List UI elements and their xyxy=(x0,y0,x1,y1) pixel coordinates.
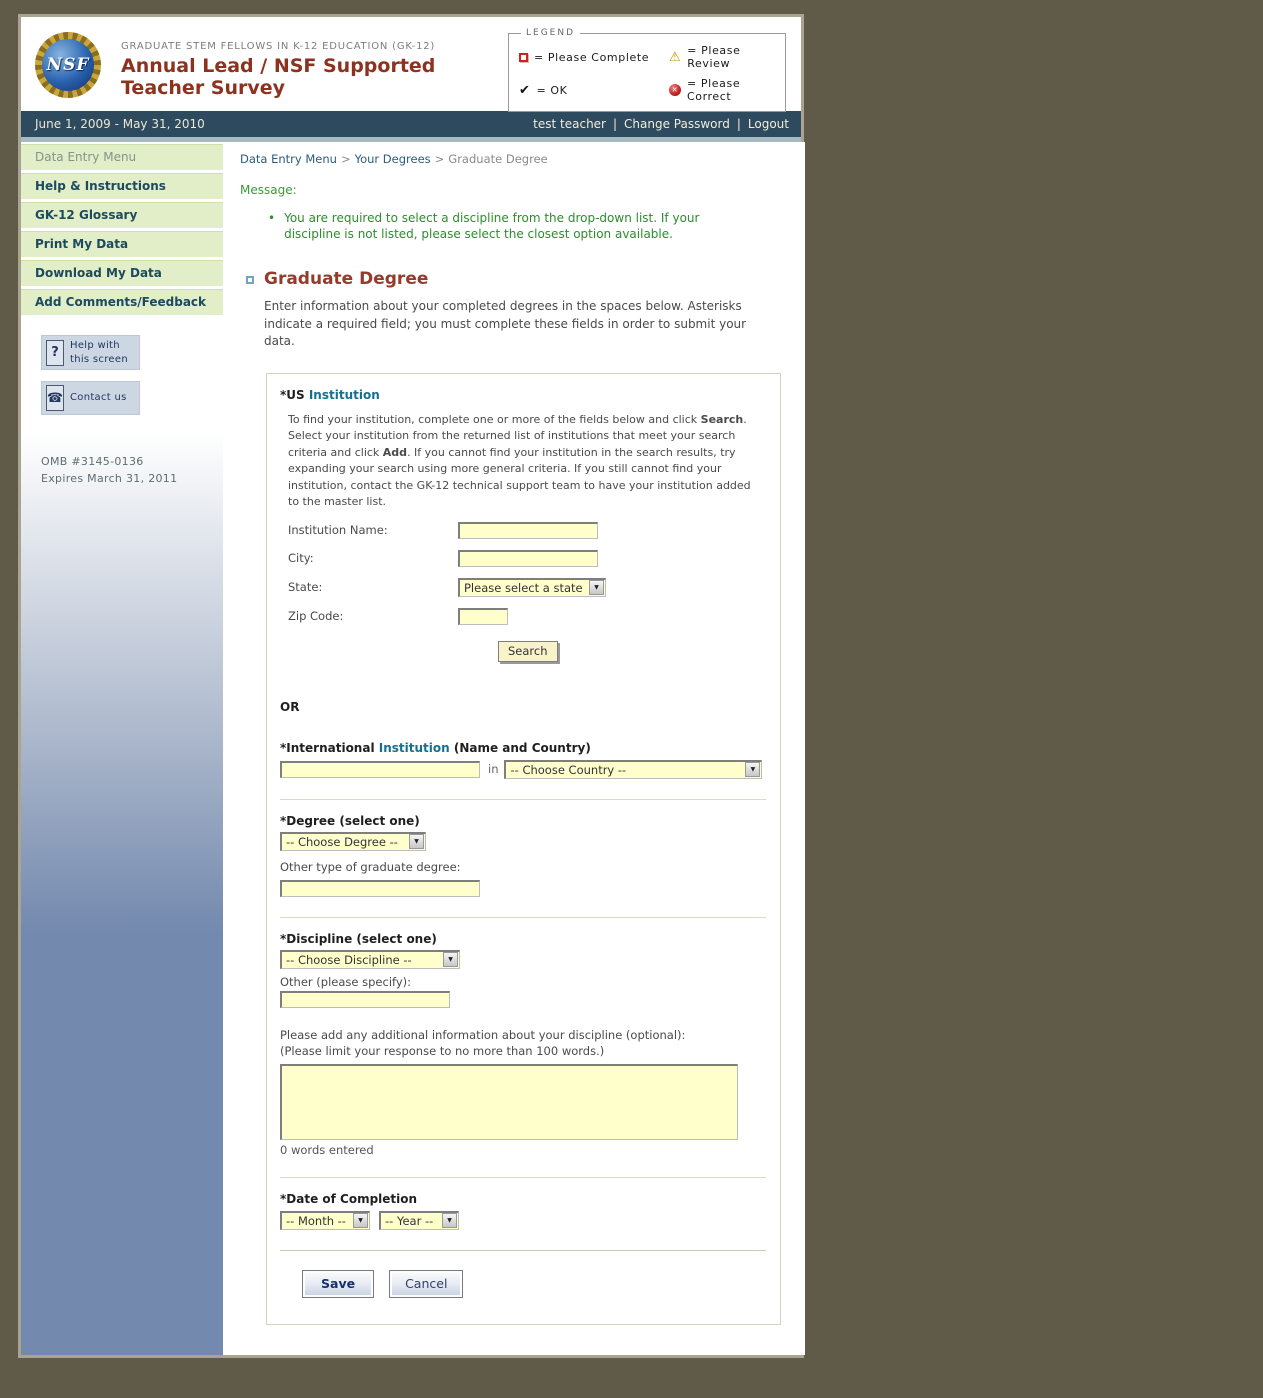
additional-info-label-line1: Please add any additional information about your discipline (optional): xyxy=(280,1027,686,1042)
sidebar-item-glossary[interactable]: GK-12 Glossary xyxy=(21,202,223,228)
cancel-button[interactable]: Cancel xyxy=(389,1270,463,1298)
legend-ok-label: = OK xyxy=(536,83,568,97)
intl-required: *International xyxy=(280,740,379,755)
please-correct-icon xyxy=(669,84,681,96)
us-institution-heading xyxy=(280,388,766,402)
word-count: 0 words entered xyxy=(280,1142,374,1157)
institution-name-label: Institution Name: xyxy=(288,523,388,538)
discipline-heading: *Discipline (select one) xyxy=(280,931,437,946)
nav-separator: | xyxy=(736,117,741,131)
message-label: Message: xyxy=(240,183,297,197)
sidebar-menu xyxy=(21,142,223,315)
survey-period: June 1, 2009 - May 31, 2010 xyxy=(35,117,205,131)
year-select[interactable] xyxy=(379,1211,459,1230)
please-complete-icon xyxy=(519,53,528,62)
chevron-down-icon[interactable]: ▼ xyxy=(589,580,604,595)
logout-link[interactable]: Logout xyxy=(747,117,789,131)
legend-item-review xyxy=(669,44,777,70)
or-label: OR xyxy=(280,699,300,714)
contact-us-button[interactable] xyxy=(41,381,140,415)
us-institution-link[interactable]: Institution xyxy=(308,387,380,402)
discipline-select[interactable] xyxy=(280,950,460,969)
chevron-down-icon[interactable]: ▼ xyxy=(745,762,760,777)
institution-name-input[interactable] xyxy=(458,522,598,539)
country-select-value: -- Choose Country -- xyxy=(510,762,627,777)
instructions-bold-search: Search xyxy=(700,412,744,426)
zip-code-label: Zip Code: xyxy=(288,609,344,624)
other-discipline-input[interactable] xyxy=(280,991,450,1008)
message-item xyxy=(268,210,723,242)
omb-number: OMB #3145-0136 xyxy=(41,455,144,468)
intl-institution-link[interactable]: Institution xyxy=(378,740,450,755)
nsf-logo-text: NSF xyxy=(42,39,94,91)
legend-item-correct xyxy=(669,77,777,103)
chevron-down-icon[interactable]: ▼ xyxy=(442,1213,457,1228)
save-button[interactable]: Save xyxy=(302,1270,374,1298)
other-degree-input[interactable] xyxy=(280,880,480,897)
zip-code-input[interactable] xyxy=(458,608,508,625)
sidebar xyxy=(21,142,223,1355)
graduate-degree-form xyxy=(266,373,781,1325)
legend-item-ok xyxy=(519,77,669,103)
page-header xyxy=(21,17,801,111)
phone-icon: ☎ xyxy=(46,385,64,411)
sidebar-item-help-instructions[interactable]: Help & Instructions xyxy=(21,173,223,199)
other-degree-label: Other type of graduate degree: xyxy=(280,859,461,874)
help-icon: ? xyxy=(46,340,64,366)
country-select[interactable] xyxy=(504,760,762,779)
contact-us-label: Contact us xyxy=(70,392,127,404)
section-divider xyxy=(280,799,766,800)
in-label: in xyxy=(488,762,499,777)
additional-info-label-line2: (Please limit your response to no more than 100 words.) xyxy=(280,1043,605,1058)
sidebar-item-download-my-data[interactable]: Download My Data xyxy=(21,260,223,286)
section-divider xyxy=(280,1177,766,1178)
nsf-logo xyxy=(35,32,101,98)
legend-complete-label: = Please Complete xyxy=(534,50,650,64)
message-text: You are required to select a discipline from the drop-down list. If your discipline is not listed, please select the closest option available. xyxy=(284,211,700,242)
city-input[interactable] xyxy=(458,550,598,567)
form-actions xyxy=(302,1270,766,1298)
help-with-screen-label: Help with this screen xyxy=(70,340,128,365)
legend-review-label: = Please Review xyxy=(687,44,741,70)
bullet-icon: • xyxy=(268,211,276,225)
us-institution-instructions xyxy=(288,412,752,511)
breadcrumb-current: Graduate Degree xyxy=(448,152,548,166)
breadcrumb-separator: > xyxy=(340,152,351,166)
degree-heading: *Degree (select one) xyxy=(280,813,420,828)
international-institution-heading xyxy=(280,741,766,755)
change-password-link[interactable]: Change Password xyxy=(624,117,730,131)
chevron-down-icon[interactable]: ▼ xyxy=(443,952,458,967)
instructions-bold-add: Add xyxy=(382,445,408,459)
sidebar-help-buttons xyxy=(41,335,223,415)
application-window xyxy=(18,14,804,1358)
please-review-icon: ⚠ xyxy=(669,49,682,65)
user-nav xyxy=(533,117,789,131)
top-navbar xyxy=(21,111,801,137)
page-title: Graduate Degree xyxy=(264,269,429,290)
year-select-value: -- Year -- xyxy=(385,1213,434,1228)
legend-grid xyxy=(519,44,777,103)
legend-item-complete xyxy=(519,44,669,70)
section-heading xyxy=(240,269,781,289)
program-name: GRADUATE STEM FELLOWS IN K-12 EDUCATION (GK-12) xyxy=(121,41,436,52)
city-label: City: xyxy=(288,551,314,566)
legend-correct-label: = Please Correct xyxy=(687,77,741,103)
section-intro: Enter information about your completed degrees in the spaces below. Asterisks indicate a required field; you must complete these fields in order to submit your data. xyxy=(264,299,747,349)
discipline-select-value: -- Choose Discipline -- xyxy=(286,952,412,967)
search-button[interactable]: Search xyxy=(498,641,558,662)
omb-expires: Expires March 31, 2011 xyxy=(41,472,178,486)
section-divider xyxy=(280,917,766,918)
omb-notice xyxy=(41,453,223,487)
month-select-value: -- Month -- xyxy=(286,1213,346,1228)
state-label: State: xyxy=(288,580,323,595)
degree-select[interactable] xyxy=(280,832,426,851)
instructions-text: To find your institution, complete one or more of the fields below and click xyxy=(288,412,701,426)
actions-divider xyxy=(280,1250,766,1251)
username-label: test teacher xyxy=(533,117,606,131)
instructions-text: . If you cannot find your institution in the search results, try expanding your search using more general criteria. If you still cannot find your institution, contact the GK-12 technical support team to have your institution added to the master list. xyxy=(288,445,751,509)
breadcrumb-separator: > xyxy=(434,152,445,166)
breadcrumb xyxy=(240,152,781,166)
breadcrumb-your-degrees[interactable]: Your Degrees xyxy=(354,152,431,166)
intl-suffix: (Name and Country) xyxy=(449,740,591,755)
legend-title: LEGEND xyxy=(521,28,580,38)
nav-separator: | xyxy=(613,117,618,131)
please-complete-status-icon xyxy=(246,276,254,284)
main-content xyxy=(223,142,805,1355)
instructions-text: . Select your institution from the returned list of institutions that meet your search criteria and click xyxy=(288,412,747,459)
ok-check-icon: ✔ xyxy=(519,82,531,98)
help-with-screen-button[interactable] xyxy=(41,335,140,370)
us-institution-required: *US xyxy=(280,387,309,402)
chevron-down-icon[interactable]: ▼ xyxy=(409,834,424,849)
international-institution-input[interactable] xyxy=(280,761,480,778)
breadcrumb-data-entry-menu[interactable]: Data Entry Menu xyxy=(240,152,337,166)
title-block xyxy=(121,41,491,100)
sidebar-item-print-my-data[interactable]: Print My Data xyxy=(21,231,223,257)
sidebar-item-comments-feedback[interactable]: Add Comments/Feedback xyxy=(21,289,223,315)
date-completion-heading: *Date of Completion xyxy=(280,1191,418,1206)
state-select[interactable] xyxy=(458,578,606,597)
state-select-value: Please select a state xyxy=(464,580,583,595)
degree-select-value: -- Choose Degree -- xyxy=(286,834,398,849)
month-select[interactable] xyxy=(280,1211,370,1230)
sidebar-item-data-entry-menu[interactable]: Data Entry Menu xyxy=(21,144,223,170)
other-discipline-label: Other (please specify): xyxy=(280,974,412,989)
survey-title: Annual Lead / NSF Supported Teacher Survey xyxy=(121,55,436,99)
legend-box xyxy=(508,28,786,112)
chevron-down-icon[interactable]: ▼ xyxy=(353,1213,368,1228)
additional-info-textarea[interactable] xyxy=(280,1064,738,1140)
error-x-glyph: ✕ xyxy=(671,86,679,94)
